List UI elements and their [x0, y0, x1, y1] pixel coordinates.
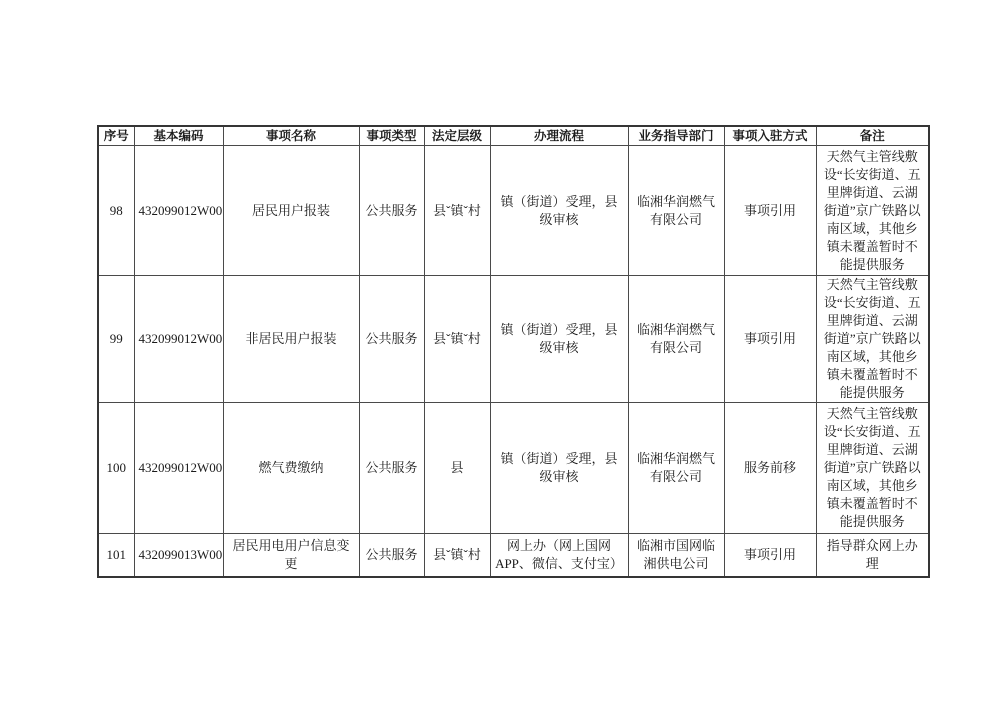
cell-code: 432099012W00 [134, 146, 223, 276]
table-header-row [98, 126, 929, 146]
cell-remark: 指导群众网上办理 [816, 534, 929, 577]
col-header-name: 事项名称 [223, 126, 359, 146]
cell-code: 432099012W00 [134, 403, 223, 534]
cell-remark: 天然气主管线敷设“长安街道、五里牌街道、云湖街道”京广铁路以南区域，其他乡镇未覆盖暂时不能提供服务 [816, 276, 929, 403]
cell-code: 432099012W00 [134, 276, 223, 403]
cell-code: 432099013W00 [134, 534, 223, 577]
cell-remark: 天然气主管线敷设“长安街道、五里牌街道、云湖街道”京广铁路以南区域，其他乡镇未覆盖暂时不能提供服务 [816, 403, 929, 534]
cell-type: 公共服务 [359, 146, 424, 276]
cell-process: 镇（街道）受理，县级审核 [490, 146, 628, 276]
col-header-code: 基本编码 [134, 126, 223, 146]
table-row [98, 146, 929, 276]
cell-dept: 临湘市国网临湘供电公司 [628, 534, 724, 577]
cell-seq: 101 [98, 534, 134, 577]
col-header-process: 办理流程 [490, 126, 628, 146]
col-header-dept: 业务指导部门 [628, 126, 724, 146]
cell-entry: 事项引用 [724, 276, 816, 403]
cell-seq: 100 [98, 403, 134, 534]
cell-process: 镇（街道）受理，县级审核 [490, 403, 628, 534]
cell-level: 县 [424, 403, 490, 534]
col-header-remark: 备注 [816, 126, 929, 146]
cell-dept: 临湘华润燃气有限公司 [628, 403, 724, 534]
col-header-entry: 事项入驻方式 [724, 126, 816, 146]
cell-seq: 99 [98, 276, 134, 403]
cell-process: 网上办（网上国网 APP、微信、支付宝） [490, 534, 628, 577]
cell-name: 居民用电用户信息变更 [223, 534, 359, 577]
cell-remark: 天然气主管线敷设“长安街道、五里牌街道、云湖街道”京广铁路以南区域，其他乡镇未覆盖暂时不能提供服务 [816, 146, 929, 276]
col-header-seq: 序号 [98, 126, 134, 146]
table-row [98, 534, 929, 577]
cell-entry: 事项引用 [724, 146, 816, 276]
cell-level: 县ˇ镇ˇ村 [424, 534, 490, 577]
cell-level: 县ˇ镇ˇ村 [424, 146, 490, 276]
cell-name: 非居民用户报装 [223, 276, 359, 403]
col-header-type: 事项类型 [359, 126, 424, 146]
cell-type: 公共服务 [359, 276, 424, 403]
cell-seq: 98 [98, 146, 134, 276]
cell-entry: 服务前移 [724, 403, 816, 534]
cell-level: 县ˇ镇ˇ村 [424, 276, 490, 403]
cell-name: 燃气费缴纳 [223, 403, 359, 534]
cell-name: 居民用户报装 [223, 146, 359, 276]
cell-process: 镇（街道）受理，县级审核 [490, 276, 628, 403]
cell-type: 公共服务 [359, 534, 424, 577]
service-items-table [97, 125, 930, 578]
cell-dept: 临湘华润燃气有限公司 [628, 146, 724, 276]
cell-type: 公共服务 [359, 403, 424, 534]
table-row [98, 276, 929, 403]
col-header-level: 法定层级 [424, 126, 490, 146]
table-row [98, 403, 929, 534]
cell-dept: 临湘华润燃气有限公司 [628, 276, 724, 403]
cell-entry: 事项引用 [724, 534, 816, 577]
